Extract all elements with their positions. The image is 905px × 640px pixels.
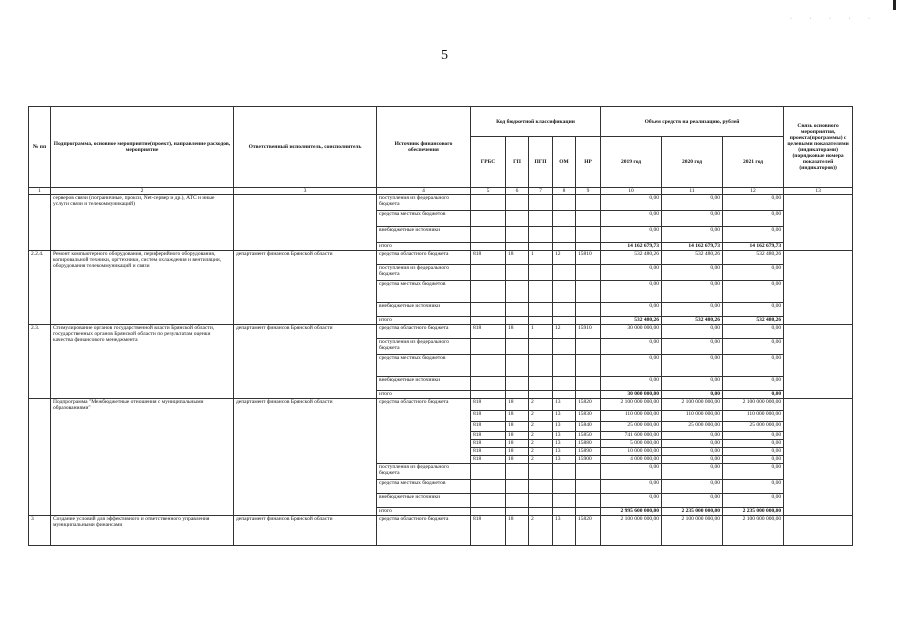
- col-num: 1: [29, 188, 51, 195]
- source-regional: средства областного бюджета: [377, 251, 471, 265]
- hdr-executor: Ответственный исполнитель, соисполнитель: [234, 107, 377, 188]
- hdr-year-2021: 2021 год: [723, 137, 784, 188]
- table-row: средства местных бюджетов 0,00 0,00 0,00: [29, 211, 853, 227]
- hdr-budget-code: Код бюджетной классификации: [471, 107, 601, 137]
- source-extra: внебюджетные источники: [377, 227, 471, 243]
- hdr-year-2020: 2020 год: [662, 137, 723, 188]
- col-num: 9: [576, 188, 601, 195]
- table-row: внебюджетные источники 0,00 0,00 0,00: [29, 227, 853, 243]
- table-row: 818 18 2 13 15900 4 000 000,00 0,00 0,00: [29, 456, 853, 464]
- col-num: 11: [662, 188, 723, 195]
- table-row: итого 532 480,26 532 480,26 532 480,26: [29, 317, 853, 325]
- hdr-code-grbs: ГРБС: [471, 137, 506, 188]
- col-num: 5: [471, 188, 506, 195]
- col-num: 12: [723, 188, 784, 195]
- table-row: внебюджетные источники 0,00 0,00 0,00: [29, 377, 853, 391]
- table-row: 818 18 2 13 15890 10 000 000,00 0,00 0,00: [29, 448, 853, 456]
- hdr-no: № пп: [29, 107, 51, 188]
- row-executor: департамент финансов Брянской области: [234, 399, 377, 516]
- row-number: 3: [29, 516, 51, 546]
- hdr-subprogram: Подпрограмма, основное мероприятие(проект), направление расходов, мероприятие: [51, 107, 234, 188]
- hdr-link: Связь основного мероприятия, проекта(программы) с целевыми показателями (индикаторами) (порядковые номера показателей (индикаторов)): [784, 107, 853, 188]
- table-row: 2.2.4. Ремонт компьютерного оборудования, периферийного оборудования, копировальной техники, оргтехники, систем охлаждения и вентиляции, оборудования телекоммуникаций и связи департамент финансов Брянской области средства областного бюджета 818 18 1 12 15810 532 480,26 532 480,26 532 480,26: [29, 251, 853, 265]
- row-desc: Подпрограмма "Межбюджетные отношения с муниципальными образованиями": [51, 399, 234, 516]
- table-row: средства местных бюджетов 0,00 0,00 0,00: [29, 281, 853, 303]
- col-num: 6: [506, 188, 529, 195]
- table-row: поступления из федерального бюджета 0,00 0,00 0,00: [29, 339, 853, 355]
- table-row: средства местных бюджетов 0,00 0,00 0,00: [29, 355, 853, 377]
- table-row: Подпрограмма "Межбюджетные отношения с муниципальными образованиями" департамент финансов Брянской области средства областного бюджета 818 18 2 13 15820 2 100 000 000,00 2 100 000 000,00 2 100 000 000,00: [29, 399, 853, 411]
- source-local: средства местных бюджетов: [377, 211, 471, 227]
- row-executor: департамент финансов Брянской области: [234, 251, 377, 325]
- page-number: 5: [441, 48, 448, 63]
- col-num: 8: [553, 188, 576, 195]
- table-row: средства местных бюджетов 0,00 0,00 0,00: [29, 480, 853, 494]
- row-desc: Ремонт компьютерного оборудования, периферийного оборудования, копировальной техники, оргтехники, систем охлаждения и вентиляции, оборудования телекоммуникаций и связи: [51, 251, 234, 325]
- table-row: итого 14 162 679,73 14 162 679,73 14 162 679,73: [29, 243, 853, 251]
- table-row: итого 30 000 000,00 0,00 0,00: [29, 391, 853, 399]
- hdr-source: Источник финансового обеспечения: [377, 107, 471, 188]
- table-row: 2.3. Стимулирование органов государственной власти Брянской области, государственных органов Брянской области по результатам оценки качества финансового менеджмента департамент финансов Брянской области средства областного бюджета 818 18 1 12 15910 30 000 000,00 0,00 0,00: [29, 325, 853, 339]
- table-row: поступления из федерального бюджета 0,00 0,00 0,00: [29, 265, 853, 281]
- row-number: 2.2.4.: [29, 251, 51, 325]
- row-executor: департамент финансов Брянской области: [234, 516, 377, 546]
- table-row: внебюджетные источники 0,00 0,00 0,00: [29, 303, 853, 317]
- scan-dots: · · · · ·: [790, 16, 878, 22]
- hdr-code-pgp: ПГП: [529, 137, 553, 188]
- col-num: 7: [529, 188, 553, 195]
- table-row: серверов связи (пограничные, прокси, Net-сервер и др.), АТС и иные услуги связи и телекоммуникаций) поступления из федерального бюджета 0,00 0,00 0,00: [29, 195, 853, 211]
- table-row: поступления из федерального бюджета 0,00 0,00 0,00: [29, 464, 853, 480]
- table-row: 818 18 2 13 15830 110 000 000,00 110 000 000,00 110 000 000,00: [29, 411, 853, 422]
- hdr-year-2019: 2019 год: [601, 137, 662, 188]
- col-num: 3: [234, 188, 377, 195]
- hdr-funds: Объем средств на реализацию, рублей: [601, 107, 784, 137]
- table-row: итого 2 995 600 000,00 2 235 000 000,00 2 235 000 000,00: [29, 508, 853, 516]
- col-num: 13: [784, 188, 853, 195]
- col-num: 2: [51, 188, 234, 195]
- row-desc: Стимулирование органов государственной власти Брянской области, государственных органов Брянской области по результатам оценки качества финансового менеджмента: [51, 325, 234, 399]
- row-number: 2.3.: [29, 325, 51, 399]
- col-num: 4: [377, 188, 471, 195]
- table-row: внебюджетные источники 0,00 0,00 0,00: [29, 494, 853, 508]
- table-row: 818 18 2 13 15880 5 000 000,00 0,00 0,00: [29, 440, 853, 448]
- hdr-code-gp: ГП: [506, 137, 529, 188]
- source-fed: поступления из федерального бюджета: [377, 195, 471, 211]
- hdr-code-nr: НР: [576, 137, 601, 188]
- table-row: 818 18 2 13 15850 741 600 000,00 0,00 0,00: [29, 432, 853, 440]
- page-edge-mark: [893, 0, 896, 10]
- row-executor: департамент финансов Брянской области: [234, 325, 377, 399]
- budget-table: [28, 106, 853, 546]
- row-desc: Создание условий для эффективного и ответственного управления муниципальными финансами: [51, 516, 234, 546]
- hdr-code-om: ОМ: [553, 137, 576, 188]
- column-number-row: [29, 188, 853, 195]
- table-row: 3 Создание условий для эффективного и ответственного управления муниципальными финансами департамент финансов Брянской области средства областного бюджета 818 18 2 13 15820 2 100 000 000,00 2 100 000 000,00 2 100 000 000,00: [29, 516, 853, 546]
- source-total: итого: [377, 243, 471, 251]
- col-num: 10: [601, 188, 662, 195]
- row-desc: серверов связи (пограничные, прокси, Net-сервер и др.), АТС и иные услуги связи и телекоммуникаций): [51, 195, 234, 251]
- table-row: 818 18 2 13 15840 25 000 000,00 25 000 000,00 25 000 000,00: [29, 422, 853, 432]
